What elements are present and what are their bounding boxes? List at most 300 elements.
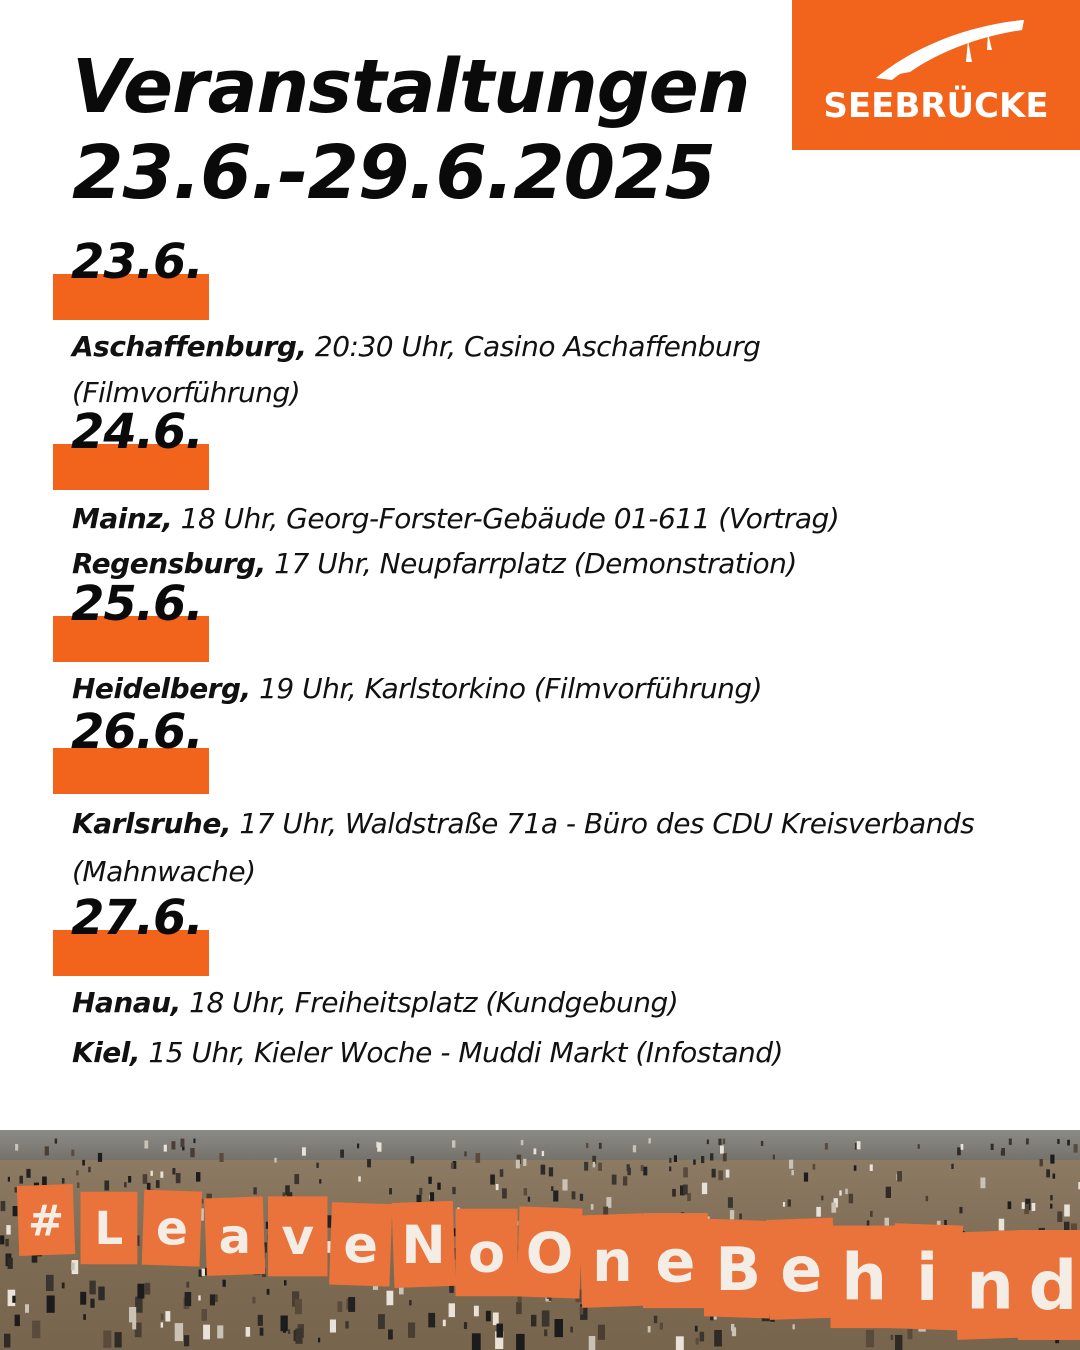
crowd-figure bbox=[428, 1177, 431, 1184]
crowd-figure bbox=[378, 1314, 385, 1329]
crowd-figure bbox=[302, 1147, 306, 1155]
crowd-figure bbox=[490, 1175, 495, 1185]
crowd-figure bbox=[357, 1144, 359, 1149]
crowd-figure bbox=[15, 1144, 18, 1151]
crowd-figure bbox=[598, 1325, 605, 1340]
crowd-figure bbox=[172, 1141, 176, 1149]
crowd-figure bbox=[674, 1155, 677, 1162]
event-details: 17 Uhr, Waldstraße 71a - Büro des CDU Kreisverbands (Mahnwache) bbox=[72, 807, 975, 888]
title-line-2: 23.6.-29.6.2025 bbox=[72, 130, 716, 216]
crowd-figure bbox=[926, 1196, 929, 1201]
event-item bbox=[72, 1030, 1032, 1076]
crowd-figure bbox=[284, 1280, 287, 1285]
crowd-figure bbox=[683, 1167, 688, 1177]
crowd-figure bbox=[687, 1193, 691, 1201]
crowd-figure bbox=[198, 1295, 200, 1300]
crowd-figure bbox=[318, 1338, 320, 1343]
crowd-figure bbox=[181, 1139, 185, 1147]
event-item bbox=[72, 496, 1032, 542]
crowd-figure bbox=[1050, 1155, 1054, 1164]
crowd-figure bbox=[718, 1171, 723, 1181]
crowd-figure bbox=[1050, 1195, 1053, 1200]
crowd-figure bbox=[19, 1176, 23, 1184]
crowd-figure bbox=[389, 1188, 392, 1194]
crowd-figure bbox=[217, 1325, 223, 1338]
crowd-figure bbox=[132, 1321, 136, 1330]
crowd-figure bbox=[676, 1336, 684, 1350]
crowd-figure bbox=[124, 1182, 127, 1187]
crowd-figure bbox=[1057, 1211, 1062, 1222]
crowd-figure bbox=[944, 1220, 947, 1226]
crowd-figure bbox=[831, 1203, 836, 1213]
crowd-figure bbox=[951, 1164, 953, 1169]
crowd-figure bbox=[599, 1143, 602, 1149]
crowd-figure bbox=[25, 1304, 29, 1313]
crowd-figure bbox=[867, 1220, 870, 1225]
svg-text:B: B bbox=[715, 1235, 762, 1306]
crowd-figure bbox=[0, 1235, 4, 1244]
svg-text:d: d bbox=[1028, 1247, 1078, 1327]
crowd-figure bbox=[534, 1148, 537, 1154]
leave-no-one-behind-banner-photo bbox=[0, 1130, 1080, 1350]
crowd-figure bbox=[203, 1325, 210, 1340]
banner-letter bbox=[81, 1192, 138, 1265]
crowd-figure bbox=[516, 1302, 522, 1314]
crowd-figure bbox=[151, 1171, 153, 1176]
crowd-figure bbox=[165, 1311, 170, 1321]
crowd-figure bbox=[295, 1299, 302, 1314]
crowd-figure bbox=[8, 1177, 10, 1182]
crowd-figure bbox=[1024, 1204, 1029, 1214]
crowd-figure bbox=[598, 1163, 602, 1171]
crowd-figure bbox=[633, 1145, 636, 1152]
crowd-figure bbox=[702, 1183, 707, 1194]
crowd-figure bbox=[720, 1146, 724, 1154]
event-city: Hanau, bbox=[72, 986, 181, 1019]
crowd-figure bbox=[144, 1141, 148, 1149]
crowd-figure bbox=[516, 1334, 525, 1350]
crowd-figure bbox=[654, 1316, 658, 1324]
crowd-figure bbox=[580, 1307, 584, 1315]
svg-text:e: e bbox=[155, 1201, 188, 1257]
crowd-figure bbox=[528, 1197, 530, 1202]
crowd-figure bbox=[714, 1330, 722, 1347]
crowd-figure bbox=[267, 1289, 270, 1295]
svg-text:e: e bbox=[655, 1226, 696, 1296]
crowd-figure bbox=[870, 1164, 873, 1171]
svg-text:o: o bbox=[468, 1221, 506, 1285]
crowd-figure bbox=[821, 1196, 823, 1201]
crowd-figure bbox=[202, 1269, 205, 1276]
crowd-figure bbox=[660, 1323, 663, 1330]
crowd-figure bbox=[135, 1297, 143, 1313]
date-tag bbox=[53, 704, 209, 760]
event-city: Kiel, bbox=[72, 1036, 141, 1069]
crowd-figure bbox=[718, 1139, 721, 1146]
crowd-figure bbox=[854, 1165, 857, 1171]
crowd-figure bbox=[71, 1150, 74, 1157]
banner-letter bbox=[831, 1226, 898, 1329]
crowd-figure bbox=[190, 1148, 194, 1157]
crowd-figure bbox=[419, 1188, 422, 1195]
crowd-figure bbox=[452, 1140, 455, 1147]
crowd-figure bbox=[223, 1280, 226, 1287]
crowd-figure bbox=[542, 1310, 550, 1326]
crowd-figure bbox=[497, 1324, 504, 1338]
crowd-figure bbox=[89, 1281, 95, 1295]
event-item bbox=[72, 980, 1032, 1026]
crowd-figure bbox=[294, 1174, 299, 1184]
crowd-figure bbox=[999, 1219, 1005, 1231]
crowd-figure bbox=[870, 1211, 873, 1217]
crowd-figure bbox=[253, 1187, 256, 1194]
event-city: Karlsruhe, bbox=[72, 807, 231, 840]
crowd-figure bbox=[186, 1282, 189, 1288]
crowd-figure bbox=[562, 1179, 567, 1190]
crowd-figure bbox=[623, 1176, 627, 1185]
crowd-figure bbox=[164, 1145, 167, 1152]
crowd-figure bbox=[730, 1210, 734, 1219]
event-details: 15 Uhr, Kieler Woche - Muddi Markt (Infostand) bbox=[140, 1036, 783, 1069]
crowd-figure bbox=[88, 1167, 91, 1172]
event-item bbox=[72, 666, 1032, 712]
date-label: 25.6. bbox=[71, 576, 203, 632]
crowd-figure bbox=[516, 1160, 520, 1169]
crowd-figure bbox=[77, 1182, 80, 1188]
date-tag bbox=[53, 234, 209, 290]
crowd-figure bbox=[523, 1159, 526, 1166]
crowd-figure bbox=[47, 1296, 55, 1313]
event-details: 19 Uhr, Karlstorkino (Filmvorführung) bbox=[250, 672, 763, 705]
crowd-figure bbox=[219, 1153, 223, 1162]
crowd-figure bbox=[544, 1329, 547, 1336]
svg-text:v: v bbox=[281, 1207, 315, 1266]
crowd-figure bbox=[62, 1283, 65, 1289]
crowd-figure bbox=[15, 1315, 20, 1326]
crowd-figure bbox=[147, 1183, 151, 1191]
banner-letter bbox=[1018, 1230, 1080, 1340]
crowd-figure bbox=[199, 1270, 202, 1277]
event-city: Mainz, bbox=[72, 502, 173, 535]
crowd-figure bbox=[55, 1139, 57, 1144]
crowd-figure bbox=[430, 1192, 434, 1201]
crowd-figure bbox=[773, 1155, 775, 1160]
crowd-figure bbox=[184, 1335, 189, 1346]
crowd-figure bbox=[612, 1175, 617, 1185]
banner-letter bbox=[204, 1196, 265, 1275]
crowd-figure bbox=[1001, 1148, 1005, 1156]
crowd-figure bbox=[643, 1167, 647, 1176]
banner-letter bbox=[954, 1230, 1027, 1340]
crowd-figure bbox=[886, 1187, 891, 1198]
crowd-figure bbox=[712, 1169, 716, 1178]
crowd-figure bbox=[541, 1165, 546, 1175]
crowd-figure bbox=[83, 1314, 86, 1320]
crowd-figure bbox=[825, 1143, 828, 1150]
crowd-figure bbox=[1053, 1174, 1056, 1179]
crowd-figure bbox=[358, 1176, 361, 1181]
crowd-figure bbox=[196, 1172, 200, 1182]
crowd-figure bbox=[789, 1160, 793, 1169]
crowd-figure bbox=[493, 1313, 499, 1326]
banner-letter bbox=[891, 1223, 963, 1330]
crowd-figure bbox=[1022, 1202, 1025, 1209]
crowd-figure bbox=[728, 1197, 733, 1208]
seebruecke-logo bbox=[792, 0, 1080, 150]
crowd-figure bbox=[961, 1144, 964, 1150]
date-label: 24.6. bbox=[71, 404, 203, 460]
crowd-figure bbox=[45, 1146, 49, 1155]
crowd-figure bbox=[295, 1328, 302, 1343]
crowd-figure bbox=[1032, 1203, 1036, 1211]
crowd-figure bbox=[1026, 1138, 1029, 1144]
crowd-figure bbox=[669, 1167, 671, 1172]
crowd-figure bbox=[816, 1207, 821, 1217]
crowd-figure bbox=[367, 1159, 371, 1167]
crowd-figure bbox=[274, 1158, 276, 1163]
crowd-figure bbox=[12, 1296, 15, 1303]
crowd-figure bbox=[700, 1332, 705, 1342]
crowd-figure bbox=[586, 1143, 588, 1148]
crowd-figure bbox=[891, 1335, 893, 1340]
crowd-figure bbox=[1009, 1139, 1012, 1145]
crowd-figure bbox=[793, 1324, 795, 1329]
crowd-figure bbox=[1064, 1205, 1070, 1217]
crowd-figure bbox=[791, 1170, 794, 1175]
crowd-figure bbox=[161, 1322, 164, 1327]
event-details: 18 Uhr, Freiheitsplatz (Kundgebung) bbox=[180, 986, 679, 1019]
crowd-figure bbox=[128, 1176, 131, 1183]
date-label: 27.6. bbox=[71, 890, 203, 946]
crowd-figure bbox=[804, 1173, 808, 1182]
crowd-figure bbox=[4, 1334, 10, 1348]
crowd-figure bbox=[176, 1173, 181, 1183]
crowd-figure bbox=[62, 1178, 65, 1184]
crowd-figure bbox=[6, 1225, 10, 1235]
crowd-figure bbox=[161, 1314, 164, 1320]
crowd-figure bbox=[129, 1307, 136, 1322]
crowd-figure bbox=[409, 1300, 412, 1305]
event-details: 18 Uhr, Georg-Forster-Gebäude 01-611 (Vortrag) bbox=[172, 502, 840, 535]
crowd-figure bbox=[589, 1336, 596, 1350]
event-details: 20:30 Uhr, Casino Aschaffenburg (Filmvorführung) bbox=[72, 330, 761, 409]
crowd-figure bbox=[845, 1189, 848, 1194]
crowd-figure bbox=[316, 1163, 318, 1168]
crowd-figure bbox=[388, 1330, 393, 1340]
crowd-figure bbox=[908, 1329, 913, 1339]
crowd-figure bbox=[788, 1199, 791, 1206]
crowd-figure bbox=[918, 1144, 920, 1149]
crowd-figure bbox=[693, 1160, 696, 1165]
crowd-figure bbox=[71, 1263, 75, 1271]
date-label: 23.6. bbox=[71, 234, 203, 290]
crowd-figure bbox=[783, 1202, 785, 1207]
crowd-figure bbox=[555, 1319, 564, 1337]
crowd-figure bbox=[839, 1190, 841, 1195]
svg-text:n: n bbox=[592, 1228, 633, 1295]
crowd-figure bbox=[897, 1171, 902, 1181]
svg-text:e: e bbox=[780, 1232, 823, 1306]
crowd-figure bbox=[8, 1258, 13, 1269]
crowd-figure bbox=[648, 1138, 651, 1143]
crowd-figure bbox=[726, 1170, 730, 1178]
crowd-figure bbox=[542, 1151, 544, 1156]
crowd-figure bbox=[710, 1153, 713, 1160]
banner-letter bbox=[329, 1202, 392, 1287]
crowd-figure bbox=[345, 1321, 348, 1328]
crowd-figure bbox=[584, 1162, 588, 1171]
crowd-figure bbox=[732, 1327, 736, 1336]
date-label: 26.6. bbox=[71, 704, 203, 760]
event-item bbox=[72, 541, 1032, 587]
crowd-figure bbox=[570, 1327, 573, 1333]
crowd-figure bbox=[895, 1335, 902, 1350]
bridge-icon bbox=[792, 0, 1080, 150]
crowd-figure bbox=[472, 1333, 481, 1350]
crowd-figure bbox=[387, 1291, 394, 1306]
crowd-figure bbox=[980, 1178, 985, 1189]
svg-text:#: # bbox=[27, 1196, 65, 1247]
crowd-figure bbox=[1040, 1159, 1043, 1166]
crowd-figure bbox=[991, 1144, 994, 1150]
crowd-figure bbox=[451, 1163, 454, 1169]
crowd-figure bbox=[260, 1328, 264, 1336]
crowd-figure bbox=[193, 1139, 195, 1144]
crowd-figure bbox=[572, 1191, 576, 1199]
crowd-figure bbox=[13, 1206, 18, 1216]
crowd-figure bbox=[143, 1174, 148, 1184]
event-item bbox=[72, 324, 872, 416]
crowd-figure bbox=[411, 1156, 415, 1163]
crowd-figure bbox=[959, 1207, 962, 1214]
crowd-figure bbox=[377, 1143, 381, 1152]
svg-text:L: L bbox=[94, 1202, 124, 1255]
crowd-figure bbox=[464, 1151, 466, 1156]
banner-letter bbox=[392, 1201, 456, 1288]
event-city: Aschaffenburg, bbox=[72, 330, 307, 363]
logo-text: SEEBRÜCKE bbox=[823, 86, 1049, 126]
crowd-figure bbox=[627, 1164, 630, 1171]
svg-text:i: i bbox=[915, 1241, 939, 1316]
crowd-figure bbox=[288, 1329, 290, 1334]
date-tag bbox=[53, 890, 209, 946]
crowd-figure bbox=[521, 1140, 524, 1145]
crowd-figure bbox=[175, 1323, 183, 1341]
crowd-figure bbox=[486, 1311, 491, 1322]
crowd-figure bbox=[683, 1185, 688, 1195]
svg-text:e: e bbox=[343, 1216, 378, 1276]
crowd-figure bbox=[761, 1141, 763, 1146]
crowd-figure bbox=[672, 1189, 676, 1197]
title-line-1: Veranstaltungen bbox=[72, 44, 750, 130]
crowd-figure bbox=[348, 1297, 355, 1312]
crowd-figure bbox=[82, 1160, 85, 1166]
crowd-figure bbox=[849, 1194, 853, 1204]
crowd-figure bbox=[707, 1140, 709, 1145]
crowd-figure bbox=[593, 1162, 596, 1168]
crowd-figure bbox=[476, 1153, 481, 1163]
crowd-figure bbox=[104, 1181, 109, 1191]
crowd-figure bbox=[449, 1303, 455, 1317]
crowd-figure bbox=[172, 1168, 175, 1175]
crowd-figure bbox=[319, 1179, 321, 1184]
crowd-figure bbox=[553, 1191, 558, 1202]
event-city: Regensburg, bbox=[72, 547, 266, 580]
crowd-figure bbox=[210, 1294, 215, 1305]
crowd-figure bbox=[76, 1170, 78, 1175]
crowd-figure bbox=[813, 1164, 816, 1170]
date-tag bbox=[53, 576, 209, 632]
crowd-figure bbox=[32, 1321, 40, 1339]
crowd-figure bbox=[452, 1187, 455, 1194]
crowd-figure bbox=[330, 1320, 336, 1333]
crowd-figure bbox=[145, 1283, 151, 1295]
crowd-figure bbox=[474, 1306, 479, 1317]
crowd-figure bbox=[606, 1197, 611, 1208]
crowd-figure bbox=[337, 1301, 342, 1312]
svg-text:h: h bbox=[841, 1241, 887, 1316]
crowd-figure bbox=[695, 1326, 698, 1332]
protest-photo bbox=[0, 1130, 1080, 1350]
crowd-figure bbox=[340, 1150, 344, 1158]
crowd-figure bbox=[408, 1323, 415, 1338]
crowd-figure bbox=[957, 1147, 961, 1155]
crowd-figure bbox=[185, 1292, 192, 1306]
banner-letter bbox=[766, 1218, 836, 1320]
crowd-figure bbox=[701, 1156, 704, 1163]
crowd-figure bbox=[591, 1204, 594, 1210]
svg-text:n: n bbox=[966, 1246, 1014, 1325]
crowd-figure bbox=[857, 1141, 861, 1149]
crowd-figure bbox=[641, 1165, 644, 1171]
crowd-figure bbox=[98, 1153, 102, 1162]
crowd-figure bbox=[551, 1186, 553, 1191]
crowd-figure bbox=[281, 1316, 288, 1332]
event-details: 17 Uhr, Neupfarrplatz (Demonstration) bbox=[265, 547, 797, 580]
event-city: Heidelberg, bbox=[72, 672, 251, 705]
crowd-figure bbox=[502, 1188, 507, 1198]
crowd-figure bbox=[723, 1153, 727, 1161]
crowd-figure bbox=[46, 1275, 54, 1291]
crowd-figure bbox=[866, 1330, 874, 1347]
crowd-figure bbox=[1067, 1140, 1070, 1146]
crowd-figure bbox=[723, 1139, 726, 1144]
crowd-figure bbox=[1074, 1144, 1078, 1153]
banner-letter bbox=[268, 1196, 328, 1276]
crowd-figure bbox=[115, 1332, 122, 1347]
page-title bbox=[72, 44, 750, 216]
svg-text:N: N bbox=[401, 1215, 446, 1277]
banner-letter bbox=[579, 1213, 646, 1308]
crowd-figure bbox=[103, 1331, 111, 1348]
crowd-figure bbox=[1, 1201, 6, 1211]
banner-letter bbox=[456, 1209, 518, 1297]
crowd-figure bbox=[246, 1327, 251, 1337]
crowd-figure bbox=[464, 1322, 467, 1329]
crowd-figure bbox=[549, 1167, 553, 1176]
crowd-figure bbox=[15, 1187, 18, 1192]
banner-letter bbox=[142, 1190, 202, 1267]
crowd-figure bbox=[98, 1287, 104, 1301]
crowd-figure bbox=[26, 1169, 30, 1178]
crowd-figure bbox=[252, 1297, 255, 1304]
crowd-figure bbox=[1050, 1204, 1052, 1209]
crowd-figure bbox=[524, 1188, 528, 1195]
crowd-figure bbox=[1046, 1169, 1050, 1177]
banner-letter bbox=[17, 1184, 75, 1256]
crowd-figure bbox=[580, 1194, 583, 1201]
crowd-figure bbox=[258, 1315, 263, 1326]
